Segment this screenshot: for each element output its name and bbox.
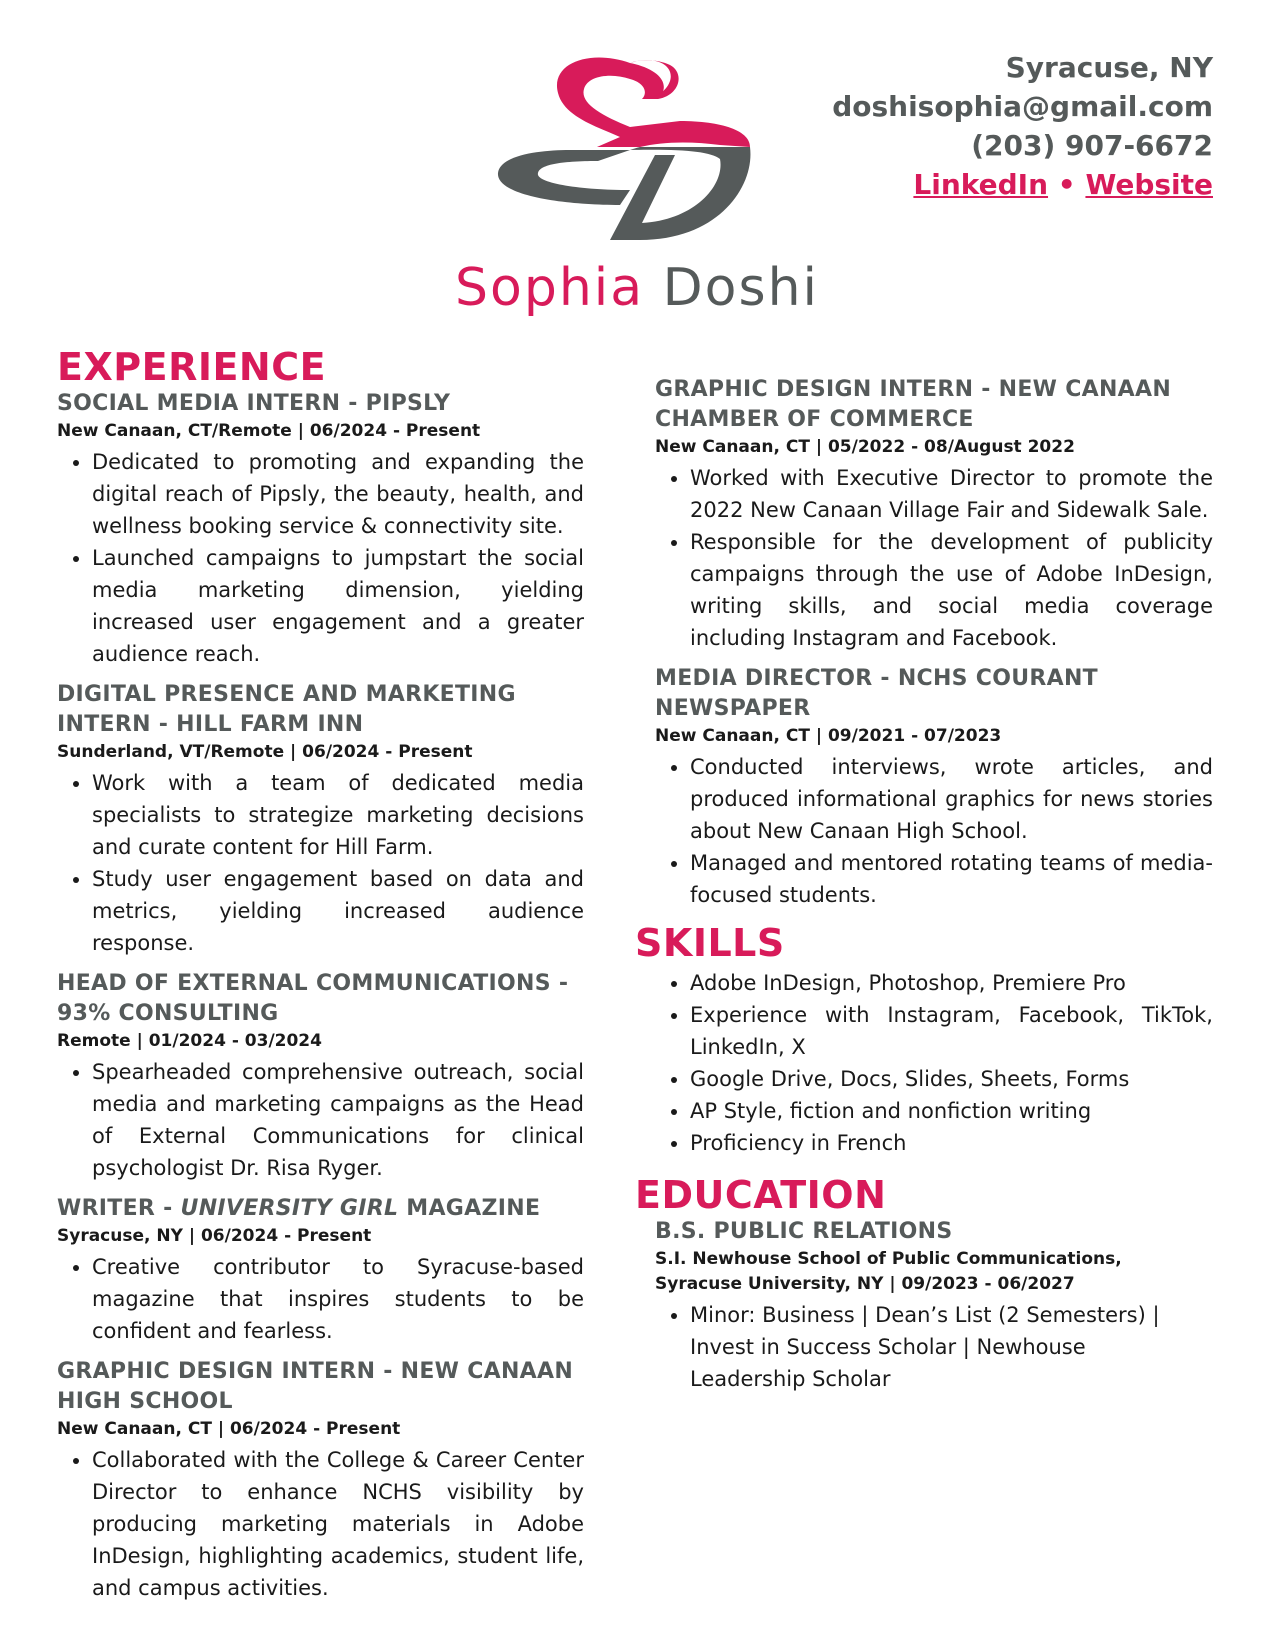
- job-entry: [57, 389, 584, 670]
- education-heading: EDUCATION: [635, 1173, 887, 1217]
- job-title: SOCIAL MEDIA INTERN - PIPSLY: [57, 391, 451, 416]
- skill-item: • AP Style, fiction and nonfiction writing: [690, 1095, 1213, 1127]
- candidate-name: [455, 258, 819, 318]
- link-separator: •: [1057, 168, 1076, 201]
- linkedin-link[interactable]: LinkedIn: [913, 168, 1049, 201]
- job-bullet: • Responsible for the development of publicity campaigns through the use of Adobe InDesign, writing skills, and social media coverage including Instagram and Facebook.: [690, 526, 1213, 654]
- job-title: HEAD OF EXTERNAL COMMUNICATIONS - 93% CONSULTING: [57, 971, 569, 1026]
- contact-email[interactable]: doshisophia@gmail.com: [832, 90, 1213, 123]
- job-bullet: • Spearheaded comprehensive outreach, social media and marketing campaigns as the Head of External Communications for clinical psychologist Dr. Risa Ryger.: [92, 1056, 584, 1184]
- sd-monogram-logo: [480, 55, 790, 255]
- job-entry: [655, 375, 1213, 654]
- job-bullet: • Launched campaigns to jumpstart the social media marketing dimension, yielding increased user engagement and a greater audience reach.: [92, 542, 584, 670]
- job-bullet: • Study user engagement based on data and metrics, yielding increased audience response.: [92, 863, 584, 959]
- skill-item: • Proficiency in French: [690, 1127, 1213, 1159]
- job-bullet: • Creative contributor to Syracuse-based magazine that inspires students to be confident and fearless.: [92, 1251, 584, 1347]
- job-bullet: • Collaborated with the College & Career Center Director to enhance NCHS visibility by producing marketing materials in Adobe InDesign, highlighting academics, student life, and campus activities.: [92, 1444, 584, 1604]
- job-entry: [57, 1357, 584, 1604]
- job-title: GRAPHIC DESIGN INTERN - NEW CANAAN CHAMBER OF COMMERCE: [655, 377, 1172, 432]
- job-meta: New Canaan, CT | 05/2022 - 08/August 2022: [655, 437, 1075, 457]
- job-title: GRAPHIC DESIGN INTERN - NEW CANAAN HIGH SCHOOL: [57, 1359, 574, 1414]
- contact-links: [832, 165, 1213, 204]
- education-bullet: • Minor: Business | Dean’s List (2 Semesters) | Invest in Success Scholar | Newhouse Leadership Scholar: [690, 1299, 1173, 1395]
- contact-block: [832, 48, 1213, 204]
- job-meta: New Canaan, CT | 09/2021 - 07/2023: [655, 726, 1002, 746]
- skills-heading: SKILLS: [635, 921, 785, 965]
- job-title: [57, 1194, 584, 1224]
- job-title: MEDIA DIRECTOR - NCHS COURANT NEWSPAPER: [655, 666, 1098, 721]
- job-bullet: • Dedicated to promoting and expanding the digital reach of Pipsly, the beauty, health, and wellness booking service & connectivity site.: [92, 446, 584, 542]
- contact-phone[interactable]: (203) 907-6672: [971, 129, 1213, 162]
- website-link[interactable]: Website: [1085, 168, 1213, 201]
- job-title-prefix: WRITER -: [57, 1196, 181, 1221]
- job-title: DIGITAL PRESENCE AND MARKETING INTERN - HILL FARM INN: [57, 682, 516, 737]
- job-title-publication: UNIVERSITY GIRL: [180, 1196, 399, 1221]
- job-entry: [655, 664, 1213, 911]
- job-bullet: • Managed and mentored rotating teams of media-focused students.: [690, 847, 1213, 911]
- job-meta: New Canaan, CT/Remote | 06/2024 - Present: [57, 421, 481, 441]
- degree-title: B.S. PUBLIC RELATIONS: [655, 1219, 953, 1244]
- left-column: [57, 345, 584, 1614]
- contact-location: Syracuse, NY: [1005, 51, 1213, 84]
- job-meta: Remote | 01/2024 - 03/2024: [57, 1031, 322, 1051]
- first-name: Sophia: [455, 258, 645, 318]
- experience-heading: EXPERIENCE: [57, 345, 327, 389]
- school-line: S.I. Newhouse School of Public Communications,: [655, 1249, 1122, 1269]
- job-bullet: • Worked with Executive Director to promote the 2022 New Canaan Village Fair and Sidewalk Sale.: [690, 462, 1213, 526]
- job-entry: [57, 680, 584, 959]
- job-bullet: • Work with a team of dedicated media specialists to strategize marketing decisions and curate content for Hill Farm.: [92, 767, 584, 863]
- skill-item: • Adobe InDesign, Photoshop, Premiere Pro: [690, 967, 1213, 999]
- job-entry: [57, 969, 584, 1184]
- job-meta: Sunderland, VT/Remote | 06/2024 - Present: [57, 742, 473, 762]
- job-meta: Syracuse, NY | 06/2024 - Present: [57, 1226, 372, 1246]
- job-title-suffix: MAGAZINE: [398, 1196, 541, 1221]
- last-name: Doshi: [662, 258, 819, 318]
- right-column: [635, 375, 1213, 1405]
- skill-item: • Experience with Instagram, Facebook, TikTok, LinkedIn, X: [690, 999, 1213, 1063]
- job-entry: [57, 1194, 584, 1347]
- skill-item: • Google Drive, Docs, Slides, Sheets, Forms: [690, 1063, 1213, 1095]
- school-line: Syracuse University, NY | 09/2023 - 06/2027: [655, 1274, 1075, 1294]
- job-meta: New Canaan, CT | 06/2024 - Present: [57, 1419, 401, 1439]
- job-bullet: • Conducted interviews, wrote articles, and produced informational graphics for news stories about New Canaan High School.: [690, 751, 1213, 847]
